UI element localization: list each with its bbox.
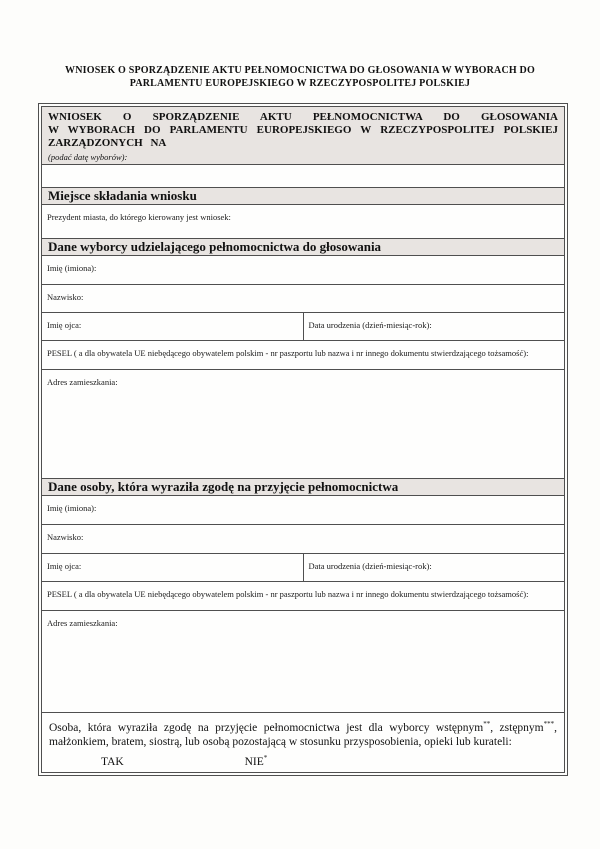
- proxy-pesel-input[interactable]: [42, 582, 565, 611]
- recipient-label: Prezydent miasta, do którego kierowany jest wniosek:: [47, 212, 231, 222]
- section-header-proxy: Dane osoby, która wyraziła zgodę na przyjęcie pełnomocnictwa: [42, 479, 565, 496]
- proxy-birth-date-label: Data urodzenia (dzień-miesiąc-rok):: [308, 561, 432, 571]
- voter-pesel-input[interactable]: [42, 341, 565, 370]
- voter-birth-date-input[interactable]: [303, 313, 565, 341]
- proxy-address-input[interactable]: [42, 611, 565, 713]
- relationship-text-part2: , zstępnym: [490, 721, 544, 734]
- section-header-voter: Dane wyborcy udzielającego pełnomocnictwa do głosowania: [42, 239, 565, 256]
- proxy-address-label: Adres zamieszkania:: [47, 618, 118, 628]
- form-header-line1: WNIOSEK O SPORZĄDZENIE AKTU PEŁNOMOCNICTWA DO GŁOSOWANIA: [48, 111, 558, 123]
- proxy-last-name-input[interactable]: [42, 525, 565, 554]
- voter-first-name-input[interactable]: [42, 256, 565, 285]
- proxy-last-name-label: Nazwisko:: [47, 532, 84, 542]
- voter-address-label: Adres zamieszkania:: [47, 377, 118, 387]
- form-header-line2: W WYBORACH DO PARLAMENTU EUROPEJSKIEGO W RZECZYPOSPOLITEJ POLSKIEJ: [48, 124, 558, 136]
- form-header: [42, 107, 565, 165]
- voter-last-name-label: Nazwisko:: [47, 292, 84, 302]
- proxy-first-name-label: Imię (imiona):: [47, 503, 97, 513]
- proxy-first-name-input[interactable]: [42, 496, 565, 525]
- application-form-table: [38, 103, 568, 776]
- form-header-date-note: (podać datę wyborów):: [48, 152, 128, 162]
- voter-pesel-label: PESEL ( a dla obywatela UE niebędącego obywatelem polskim - nr paszportu lub nazwa i nr innego dokumentu stwierdzającego tożsamość):: [47, 348, 529, 358]
- voter-birth-date-label: Data urodzenia (dzień-miesiąc-rok):: [308, 320, 432, 330]
- voter-father-name-input[interactable]: [42, 313, 304, 341]
- relationship-text-part3: , małżonkiem, bratem, siostrą, lub osobą pozostającą w stosunku przysposobienia, opieki lub kurateli:: [49, 721, 558, 748]
- voter-father-name-label: Imię ojca:: [47, 320, 82, 330]
- proxy-father-name-label: Imię ojca:: [47, 561, 82, 571]
- voter-last-name-input[interactable]: [42, 285, 565, 313]
- option-no[interactable]: [245, 754, 268, 768]
- election-date-input[interactable]: [42, 165, 565, 188]
- relationship-footnote-3: ***: [543, 720, 555, 728]
- option-yes[interactable]: TAK: [101, 755, 124, 768]
- relationship-declaration: [42, 713, 565, 773]
- document-title-line2: PARLAMENTU EUROPEJSKIEGO W RZECZYPOSPOLITEJ POLSKIEJ: [129, 78, 471, 89]
- proxy-father-name-input[interactable]: [42, 554, 304, 582]
- voter-first-name-label: Imię (imiona):: [47, 263, 97, 273]
- option-no-footnote: *: [263, 753, 268, 762]
- proxy-pesel-label: PESEL ( a dla obywatela UE niebędącego obywatelem polskim - nr paszportu lub nazwa i nr innego dokumentu stwierdzającego tożsamość):: [47, 589, 529, 599]
- option-no-label: NIE: [244, 755, 264, 768]
- form-header-line3: ZARZĄDZONYCH NA: [48, 137, 167, 149]
- document-title: [30, 64, 570, 90]
- relationship-text-part1: Osoba, która wyraziła zgodę na przyjęcie pełnomocnictwa jest dla wyborcy wstępnym: [49, 721, 484, 734]
- relationship-text: [49, 717, 557, 749]
- section-header-place: Miejsce składania wniosku: [42, 188, 565, 205]
- relationship-footnote-2: **: [483, 720, 491, 728]
- yes-no-options: [49, 754, 557, 768]
- document-title-line1: WNIOSEK O SPORZĄDZENIE AKTU PEŁNOMOCNICTWA DO GŁOSOWANIA W WYBORACH DO: [65, 65, 535, 76]
- proxy-birth-date-input[interactable]: [303, 554, 565, 582]
- recipient-input[interactable]: [42, 205, 565, 239]
- voter-address-input[interactable]: [42, 370, 565, 479]
